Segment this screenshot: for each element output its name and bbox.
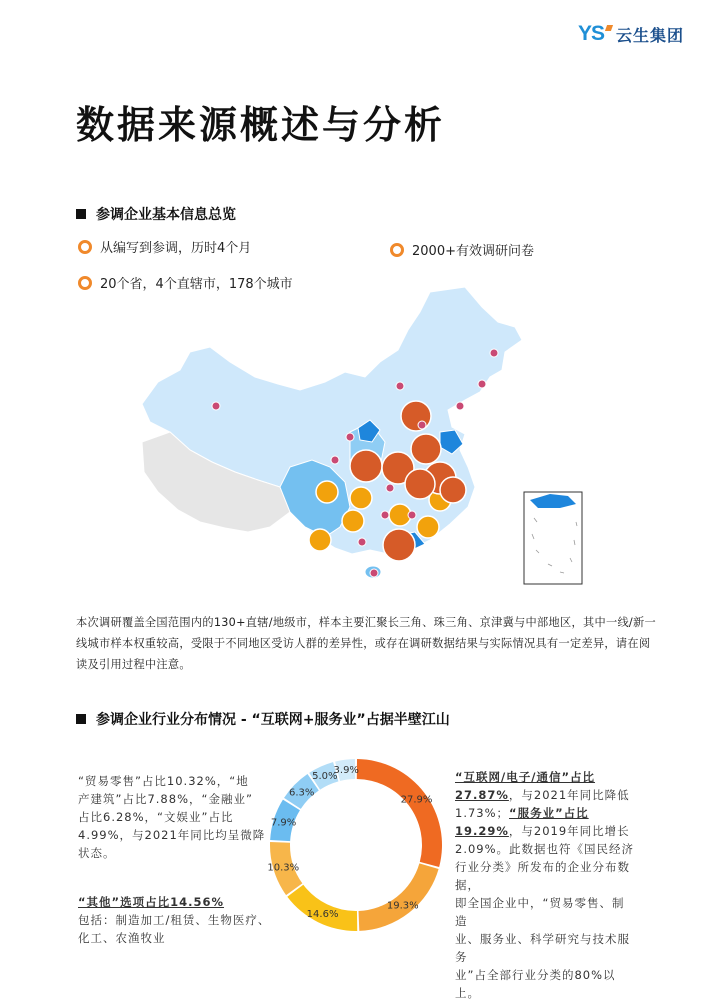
square-bullet-icon [76,714,86,724]
section-heading-industry [76,709,450,729]
ring-icon [78,276,92,290]
note-line: 状态。 [78,846,116,860]
square-bullet-icon [76,209,86,219]
city-dot [370,569,378,577]
note-text: ，与2019年同比增长 [508,824,630,838]
city-dot [490,349,498,357]
logo-accent [605,25,613,31]
donut-slice-label: 7.9% [270,817,297,829]
note-line: 业”占全部行业分类的80%以上。 [455,968,616,1000]
donut-slice-label: 6.3% [289,787,315,799]
city-dot [358,538,366,546]
city-dot [331,456,339,464]
city-bubble [440,477,466,503]
note-line: 化工、农渔牧业 [78,931,166,945]
note-line: 包括：制造加工/租赁、生物医疗、 [78,913,271,927]
note-line: “贸易零售”占比10.32%，“地 [78,774,249,788]
survey-description: 本次调研覆盖全国范围内的130+直辖/地级市，样本主要汇聚长三角、珠三角、京津冀与中部地区，其中一线/新一线城市样本权重较高，受限于不同地区受访人群的差异性，或存在调研数据结果与实际情况具有一定差异，请在阅读及引用过程中注意。 [76,616,656,671]
city-bubble [383,529,415,561]
section-heading-text: 参调企业基本信息总览 [96,207,236,223]
ring-icon [78,240,92,254]
note-line: 行业分类》所发布的企业分布数据， [455,860,630,892]
note-highlight: “服务业”占比 [509,806,589,820]
note-line: 占比6.28%，“文娱业”占比 [78,810,234,824]
donut-slice-label: 27.9% [400,794,433,806]
note-value: 19.29% [455,824,509,838]
stat-text: 从编写到参调，历时4个月 [100,241,252,256]
stat-text: 2000+有效调研问卷 [412,244,534,259]
city-bubble [350,487,372,509]
note-value: 27.87% [455,788,509,802]
city-bubble [405,469,435,499]
logo-text: 云生集团 [615,25,684,45]
donut-slice [357,759,442,867]
city-bubble [417,516,439,538]
left-note [78,772,268,862]
city-dot [381,511,389,519]
other-note [78,893,278,947]
stat-text: 20个省，4个直辖市，178个城市 [100,277,293,292]
city-bubble [411,434,441,464]
note-text: ，与2021年同比降低 [508,788,630,802]
note-highlight: “互联网/电子/通信”占比 [455,770,596,784]
city-bubble [309,529,331,551]
south-china-sea-inset [524,492,582,584]
section-heading-overview [76,204,236,224]
donut-slice-label: 10.3% [267,862,300,874]
city-dot [456,402,464,410]
city-dot [418,421,426,429]
donut-slice-label: 14.6% [306,908,339,920]
city-dot [212,402,220,410]
note-line: 业、服务业、科学研究与技术服务 [455,932,630,964]
note-line: 2.09%。此数据也符《国民经济 [455,842,635,856]
city-dot [408,511,416,519]
note-line: 即全国企业中，“贸易零售、制造 [455,896,625,928]
city-bubble [350,450,382,482]
donut-slice [359,863,439,931]
other-note-title: “其他”选项占比14.56% [78,895,225,909]
industry-donut-chart [256,745,456,945]
city-bubble [342,510,364,532]
city-bubble [316,481,338,503]
donut-slice-label: 5.0% [312,771,338,783]
section-heading-text: 参调企业行业分布情况 - “互联网+服务业”占据半壁江山 [96,712,450,728]
china-map [130,282,600,587]
right-note [455,768,635,1002]
city-bubble [401,401,431,431]
city-dot [386,484,394,492]
donut-slice-label: 19.3% [386,900,419,912]
page-title: 数据来源概述与分析 [76,103,446,147]
donut-slice-label: 3.9% [333,765,359,777]
note-line: 产建筑”占比7.88%，“金融业” [78,792,253,806]
note-line: 4.99%，与2021年同比均呈微降 [78,828,266,842]
city-dot [396,382,404,390]
ring-icon [390,243,404,257]
logo-mark: YS [577,22,604,45]
city-dot [346,433,354,441]
city-dot [478,380,486,388]
stat-bullet [390,240,534,259]
note-text: 1.73%； [455,806,510,820]
stat-bullet [78,237,251,256]
company-logo [578,22,684,46]
